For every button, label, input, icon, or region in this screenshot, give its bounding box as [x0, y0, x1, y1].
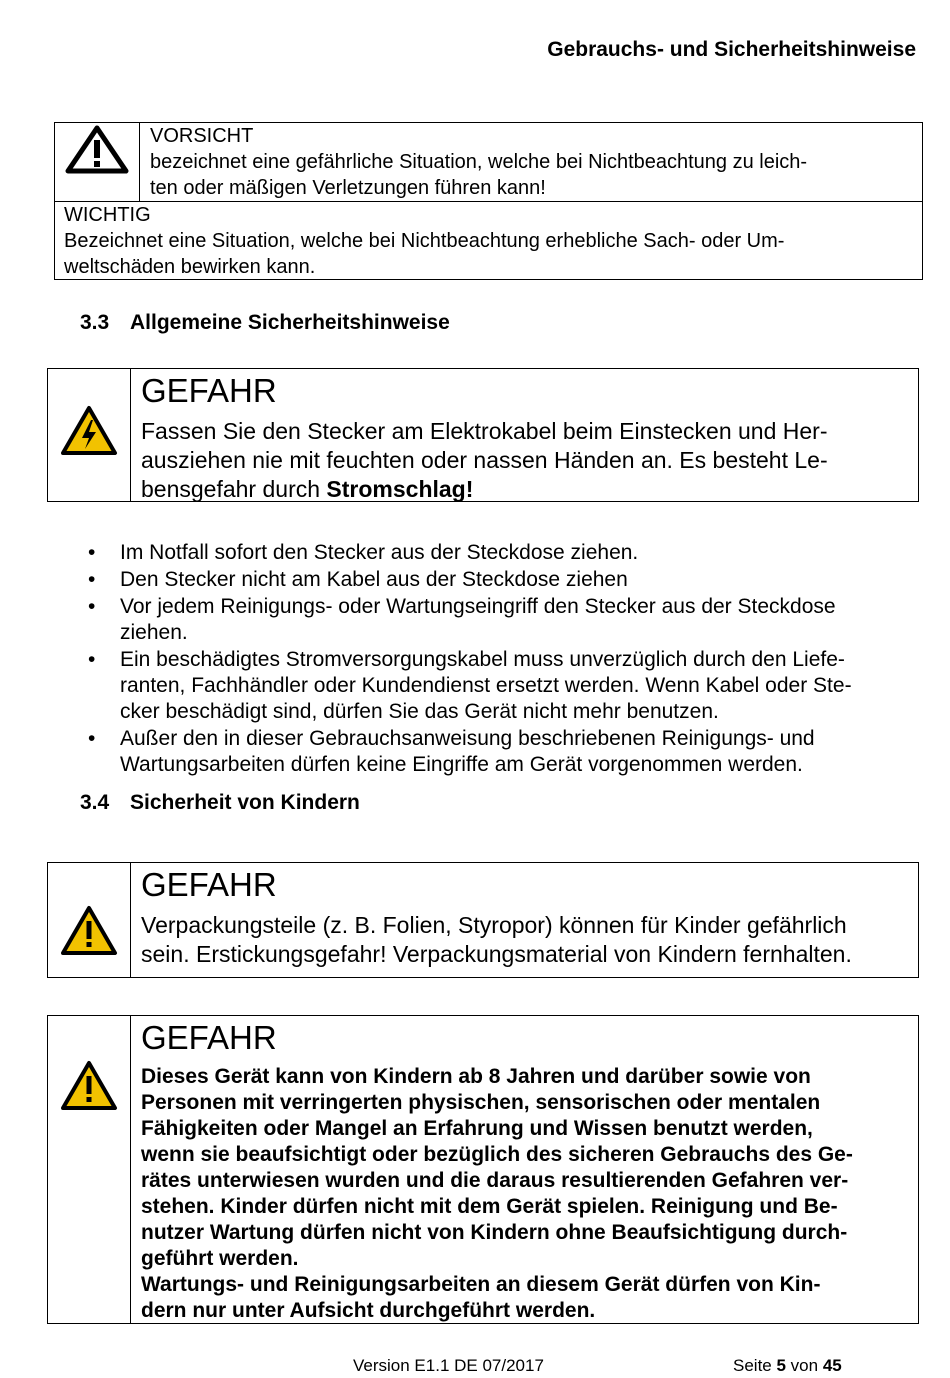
gefahr-line: wenn sie beaufsichtigt oder bezüglich des sicheren Gebrauchs des Ge-: [141, 1143, 853, 1166]
bullet-icon: •: [88, 727, 96, 750]
page-prefix: Seite: [733, 1356, 777, 1375]
page-total: 45: [822, 1356, 842, 1375]
bullet-icon: •: [88, 648, 96, 671]
vorsicht-line-1: bezeichnet eine gefährliche Situation, welche bei Nichtbeachtung zu leich-: [150, 151, 808, 173]
gefahr-line: Fähigkeiten oder Mangel an Erfahrung und Wissen benutzt werden,: [141, 1117, 813, 1140]
bullet-line: cker beschädigt sind, dürfen Sie das Gerät nicht mehr benutzen.: [120, 700, 719, 723]
warning-outline-icon: [62, 123, 132, 175]
list-item: [84, 647, 914, 725]
gefahr-title: GEFAHR: [141, 866, 277, 903]
gefahr-line-3-bold: Stromschlag!: [326, 476, 474, 502]
bullet-line: Im Notfall sofort den Stecker aus der Steckdose ziehen.: [120, 541, 639, 564]
bullet-icon: •: [88, 541, 96, 564]
gefahr-body: [141, 911, 900, 969]
gefahr-icon-cell: [48, 369, 131, 501]
section-heading-3-4: [80, 791, 360, 815]
vorsicht-icon-cell: [55, 123, 140, 201]
bullet-line: Vor jedem Reinigungs- oder Wartungseingriff den Stecker aus der Steckdose: [120, 595, 836, 618]
gefahr-line-2: sein. Erstickungsgefahr! Verpackungsmaterial von Kindern fernhalten.: [141, 941, 852, 967]
warning-exclamation-icon: [60, 1060, 118, 1112]
gefahr-box-packaging: [47, 862, 919, 978]
page-header-title: Gebrauchs- und Sicherheitshinweise: [547, 38, 916, 61]
gefahr-line: rätes unterwiesen wurden und die daraus resultierenden Gefahren ver-: [141, 1169, 849, 1192]
bullet-icon: •: [88, 568, 96, 591]
vorsicht-title: VORSICHT: [150, 125, 254, 147]
gefahr-content: [141, 1016, 900, 1324]
gefahr-line: Wartungs- und Reinigungsarbeiten an diesem Gerät dürfen von Kin-: [141, 1273, 821, 1296]
gefahr-title: GEFAHR: [141, 1019, 277, 1056]
bullet-icon: •: [88, 595, 96, 618]
bullet-line: Außer den in dieser Gebrauchsanweisung beschriebenen Reinigungs- und: [120, 727, 815, 750]
bullet-line: Den Stecker nicht am Kabel aus der Steckdose ziehen: [120, 568, 628, 591]
gefahr-line: Dieses Gerät kann von Kindern ab 8 Jahren und darüber sowie von: [141, 1065, 811, 1088]
warning-exclamation-icon: [60, 905, 118, 957]
section-title: Sicherheit von Kindern: [130, 791, 360, 814]
section-number: 3.4: [80, 791, 110, 814]
footer-version: Version E1.1 DE 07/2017: [353, 1356, 544, 1375]
gefahr-content: [141, 863, 900, 969]
gefahr-title: GEFAHR: [141, 372, 277, 409]
vorsicht-row: [55, 123, 922, 202]
gefahr-line: nutzer Wartung dürfen nicht von Kindern ohne Beaufsichtigung durch-: [141, 1221, 848, 1244]
gefahr-line: Personen mit verringerten physischen, sensorischen oder mentalen: [141, 1091, 821, 1114]
gefahr-line-1: Fassen Sie den Stecker am Elektrokabel beim Einstecken und Her-: [141, 418, 828, 444]
list-item: [84, 726, 914, 778]
wichtig-title: WICHTIG: [64, 204, 151, 226]
bullet-line: ziehen.: [120, 621, 188, 644]
bullet-line: ranten, Fachhändler oder Kundendienst ersetzt werden. Wenn Kabel oder Ste-: [120, 674, 852, 697]
gefahr-line: stehen. Kinder dürfen nicht mit dem Gerät spielen. Reinigung und Be-: [141, 1195, 838, 1218]
gefahr-box-children: [47, 1015, 919, 1324]
vorsicht-text: [150, 123, 902, 201]
gefahr-line: dern nur unter Aufsicht durchgeführt werden.: [141, 1299, 596, 1322]
bullet-line: Ein beschädigtes Stromversorgungskabel muss unverzüglich durch den Liefe-: [120, 648, 845, 671]
list-item: [84, 540, 914, 566]
gefahr-line-1: Verpackungsteile (z. B. Folien, Styropor) können für Kinder gefährlich: [141, 912, 847, 938]
electric-hazard-icon: [60, 405, 118, 457]
section-title: Allgemeine Sicherheitshinweise: [130, 311, 450, 334]
gefahr-body: [141, 417, 900, 504]
safety-bullet-list: [84, 540, 914, 779]
gefahr-line: geführt werden.: [141, 1247, 299, 1270]
footer-page-number: [733, 1356, 842, 1376]
vorsicht-wichtig-box: [54, 122, 923, 280]
gefahr-line-3-text: bensgefahr durch: [141, 476, 327, 502]
section-heading-3-3: [80, 311, 450, 335]
vorsicht-line-2: ten oder mäßigen Verletzungen führen kann!: [150, 177, 546, 199]
gefahr-icon-cell: [48, 863, 131, 977]
gefahr-body: [141, 1064, 900, 1324]
wichtig-text: [64, 202, 902, 280]
list-item: [84, 594, 914, 646]
list-item: [84, 567, 914, 593]
gefahr-icon-cell: [48, 1016, 131, 1323]
gefahr-content: [141, 369, 900, 504]
bullet-line: Wartungsarbeiten dürfen keine Eingriffe am Gerät vorgenommen werden.: [120, 753, 803, 776]
gefahr-line-3: [141, 475, 900, 504]
wichtig-line-1: Bezeichnet eine Situation, welche bei Nichtbeachtung erhebliche Sach- oder Um-: [64, 230, 785, 252]
page-current: 5: [776, 1356, 786, 1375]
wichtig-line-2: weltschäden bewirken kann.: [64, 256, 316, 278]
section-number: 3.3: [80, 311, 110, 334]
page-mid: von: [785, 1356, 823, 1375]
gefahr-box-electric: [47, 368, 919, 502]
gefahr-line-2: ausziehen nie mit feuchten oder nassen Händen an. Es besteht Le-: [141, 447, 828, 473]
